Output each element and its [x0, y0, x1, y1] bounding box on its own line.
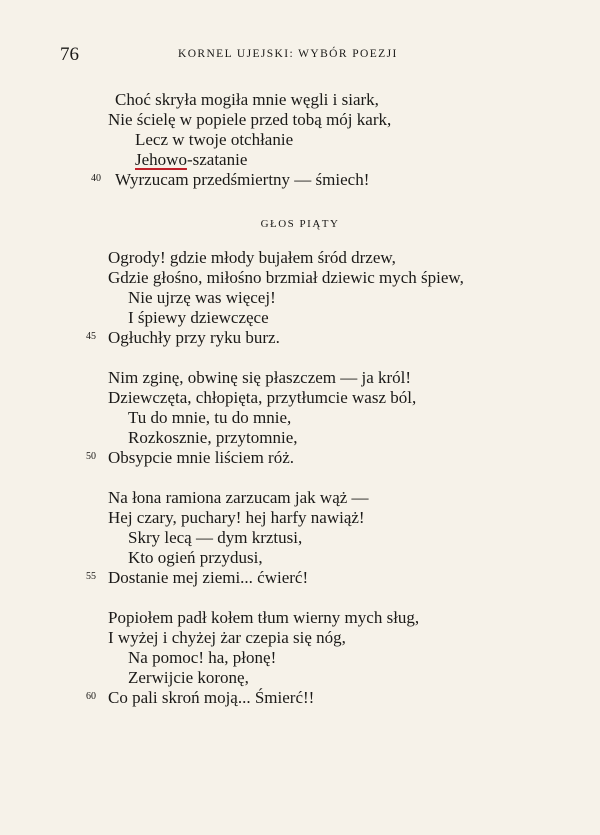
verse-line: Zerwijcie koronę,: [128, 668, 249, 687]
verse-line: Tu do mnie, tu do mnie,: [128, 408, 292, 427]
page-number: 76: [60, 44, 79, 65]
verse-line: Rozkosznie, przytomnie,: [128, 428, 298, 447]
line-number: 60: [86, 691, 96, 702]
verse-line: I wyżej i chyżej żar czepia się nóg,: [108, 628, 346, 647]
verse-line: Hej czary, puchary! hej harfy nawiąż!: [108, 508, 365, 527]
verse-line: Popiołem padł kołem tłum wierny mych sług,: [108, 608, 420, 627]
verse-line: I śpiewy dziewczęce: [128, 308, 269, 327]
verse-line: Na pomoc! ha, płonę!: [128, 648, 277, 667]
page-header: [0, 44, 600, 66]
verse-line: Kto ogień przydusi,: [128, 548, 263, 567]
verse-line: Nim zginę, obwinę się płaszczem — ja król!: [108, 368, 412, 387]
line-number: 40: [91, 173, 101, 184]
section-title: GŁOS PIĄTY: [260, 218, 340, 230]
verse-line: Ogłuchły przy ryku burz.: [108, 328, 280, 347]
verse-line: Gdzie głośno, miłośno brzmiał dziewic mych śpiew,: [108, 268, 464, 287]
verse-line: Dostanie mej ziemi... ćwierć!: [108, 568, 309, 587]
line-number: 50: [86, 451, 96, 462]
verse-line: Wyrzucam przedśmiertny — śmiech!: [115, 170, 370, 189]
verse-line: Co pali skroń moją... Śmierć!!: [108, 688, 315, 707]
verse-line-rest: -szatanie: [186, 150, 248, 169]
verse-line: Nie ścielę w popiele przed tobą mój kark,: [108, 110, 392, 129]
underlined-word: Jehowo: [135, 150, 187, 169]
verse-line: Skry lecą — dym krztusi,: [128, 528, 303, 547]
running-head: KORNEL UJEJSKI: WYBÓR POEZJI: [178, 48, 398, 60]
verse-line: Nie ujrzę was więcej!: [128, 288, 276, 307]
verse-line: Ogrody! gdzie młody bujałem śród drzew,: [108, 248, 396, 267]
verse-line: Dziewczęta, chłopięta, przytłumcie wasz ból,: [108, 388, 417, 407]
line-number: 55: [86, 571, 96, 582]
verse-line: Obsypcie mnie liściem róż.: [108, 448, 295, 467]
verse-line: Na łona ramiona zarzucam jak wąż —: [108, 488, 369, 507]
verse-line: [135, 150, 247, 170]
verse-line: Lecz w twoje otchłanie: [135, 130, 294, 149]
verse-line: Choć skryła mogiła mnie węgli i siark,: [115, 90, 379, 109]
line-number: 45: [86, 331, 96, 342]
